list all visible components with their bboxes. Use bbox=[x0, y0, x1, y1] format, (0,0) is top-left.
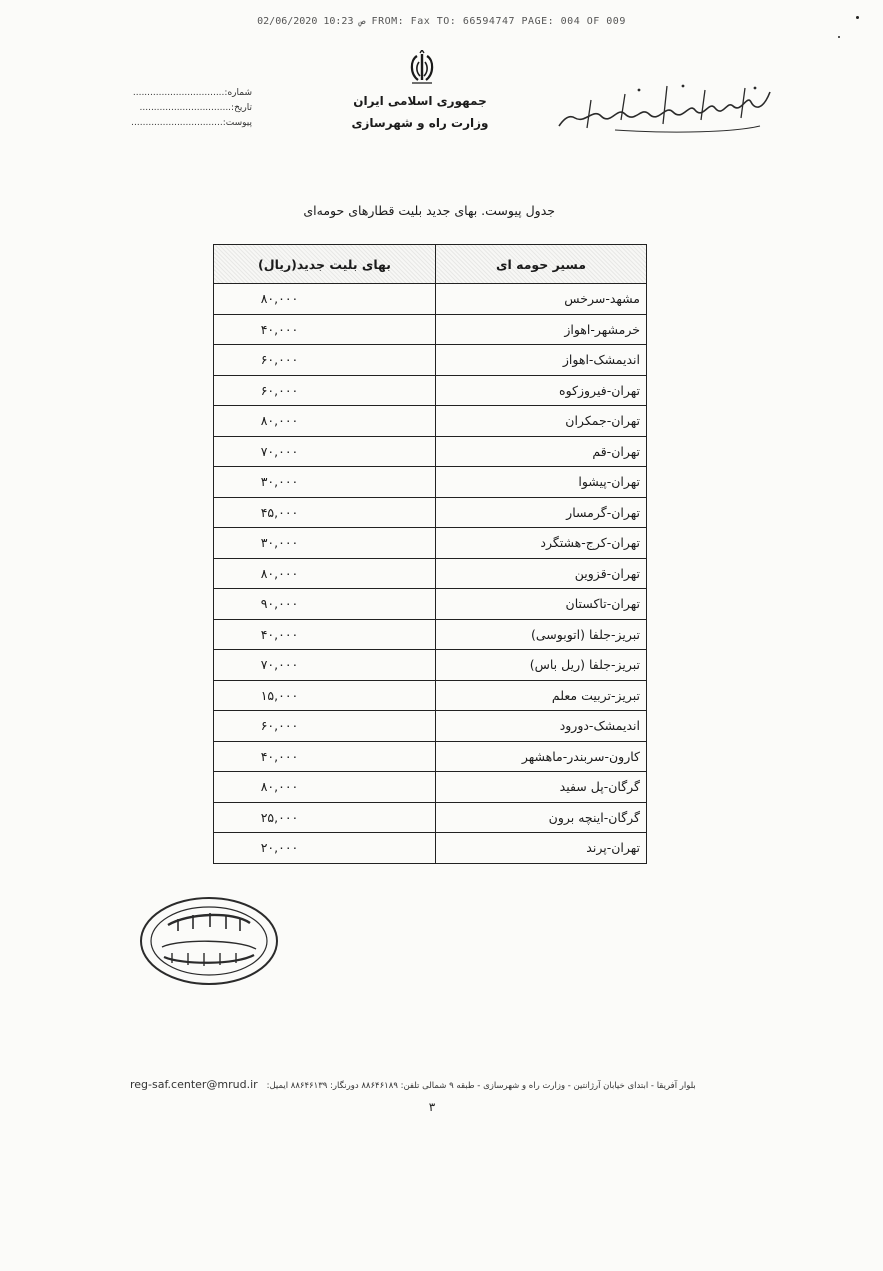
table-row bbox=[214, 314, 647, 345]
meta-number-blank: ................................ bbox=[132, 88, 225, 98]
table-row bbox=[214, 497, 647, 528]
ticket-price-cell: ۸۰,۰۰۰ bbox=[214, 406, 436, 437]
table-row bbox=[214, 802, 647, 833]
ticket-price-cell: ۴۰,۰۰۰ bbox=[214, 741, 436, 772]
route-name-cell: تهران-قزوین bbox=[436, 558, 647, 589]
table-row bbox=[214, 406, 647, 437]
route-name-cell: تهران-گرمسار bbox=[436, 497, 647, 528]
letterhead-line-1: جمهوری اسلامی ایران bbox=[353, 94, 487, 108]
letterhead-government bbox=[340, 90, 500, 134]
meta-number-label: شماره: bbox=[224, 88, 252, 98]
ticket-price-cell: ۴۰,۰۰۰ bbox=[214, 314, 436, 345]
ticket-price-cell: ۹۰,۰۰۰ bbox=[214, 589, 436, 620]
route-name-cell: گرگان-پل سفید bbox=[436, 772, 647, 803]
footer-email-link[interactable]: reg-saf.center@mrud.ir bbox=[130, 1078, 258, 1091]
ticket-price-cell: ۷۰,۰۰۰ bbox=[214, 436, 436, 467]
letter-footer bbox=[130, 1078, 750, 1091]
table-row bbox=[214, 375, 647, 406]
ticket-price-cell: ۱۵,۰۰۰ bbox=[214, 680, 436, 711]
table-row bbox=[214, 619, 647, 650]
ministry-stamp bbox=[138, 895, 280, 987]
meta-number-row bbox=[132, 86, 252, 101]
table-row bbox=[214, 436, 647, 467]
table-row bbox=[214, 741, 647, 772]
route-name-cell: تبریز-جلفا (اتوبوسی) bbox=[436, 619, 647, 650]
footer-address: بلوار آفریقا - ابتدای خیابان آرژانتین - وزارت راه و شهرسازی - طبقه ۹ شمالی تلفن: ۸۸۶۴۶۱۸۹ دورنگار: ۸۸۶۴۶۱۳۹ ایمیل: bbox=[266, 1081, 696, 1091]
route-name-cell: تهران-کرج-هشتگرد bbox=[436, 528, 647, 559]
route-name-cell: اندیمشک-اهواز bbox=[436, 345, 647, 376]
council-calligraphy-logo bbox=[555, 80, 780, 140]
letter-meta-fields bbox=[132, 86, 252, 131]
letterhead-line-2: وزارت راه و شهرسازی bbox=[351, 116, 489, 130]
table-row bbox=[214, 772, 647, 803]
table-row bbox=[214, 589, 647, 620]
ticket-price-cell: ۲۵,۰۰۰ bbox=[214, 802, 436, 833]
ticket-price-cell: ۳۰,۰۰۰ bbox=[214, 528, 436, 559]
ticket-price-cell: ۶۰,۰۰۰ bbox=[214, 375, 436, 406]
ticket-price-cell: ۲۰,۰۰۰ bbox=[214, 833, 436, 864]
table-header-row bbox=[214, 245, 647, 284]
iran-emblem-icon bbox=[404, 50, 440, 88]
table-row bbox=[214, 680, 647, 711]
suburban-train-fares-table bbox=[213, 244, 647, 864]
scan-speck bbox=[856, 16, 859, 19]
ticket-price-cell: ۳۰,۰۰۰ bbox=[214, 467, 436, 498]
route-name-cell: تبریز-تربیت معلم bbox=[436, 680, 647, 711]
table-row bbox=[214, 284, 647, 315]
scan-speck bbox=[838, 36, 840, 38]
table-caption: جدول پیوست. بهای جدید بلیت قطارهای حومه‌ای bbox=[303, 203, 555, 218]
route-name-cell: گرگان-اینچه برون bbox=[436, 802, 647, 833]
route-name-cell: تهران-جمکران bbox=[436, 406, 647, 437]
header-suburban-route: مسیر حومه ای bbox=[436, 245, 647, 284]
header-new-ticket-price: بهای بلیت جدید(ریال) bbox=[214, 245, 436, 284]
ticket-price-cell: ۸۰,۰۰۰ bbox=[214, 772, 436, 803]
meta-attachment-blank: ................................ bbox=[131, 118, 223, 128]
meta-date-label: تاریخ: bbox=[231, 103, 252, 113]
table-row bbox=[214, 833, 647, 864]
meta-date-blank: ................................ bbox=[139, 103, 232, 113]
route-name-cell: اندیمشک-دورود bbox=[436, 711, 647, 742]
page-number: ۳ bbox=[428, 1100, 436, 1114]
route-name-cell: کارون-سربندر-ماهشهر bbox=[436, 741, 647, 772]
ticket-price-cell: ۴۰,۰۰۰ bbox=[214, 619, 436, 650]
ticket-price-cell: ۸۰,۰۰۰ bbox=[214, 284, 436, 315]
ticket-price-cell: ۸۰,۰۰۰ bbox=[214, 558, 436, 589]
table-row bbox=[214, 711, 647, 742]
ticket-price-cell: ۴۵,۰۰۰ bbox=[214, 497, 436, 528]
route-name-cell: تهران-فیروزکوه bbox=[436, 375, 647, 406]
route-name-cell: تهران-تاکستان bbox=[436, 589, 647, 620]
route-name-cell: خرمشهر-اهواز bbox=[436, 314, 647, 345]
table-row bbox=[214, 345, 647, 376]
route-name-cell: تهران-قم bbox=[436, 436, 647, 467]
meta-date-row bbox=[132, 101, 252, 116]
fax-transmission-header: 02/06/2020 ص 10:23 FROM: Fax TO: 66594747 PAGE: 004 OF 009 bbox=[257, 16, 626, 27]
ticket-price-cell: ۶۰,۰۰۰ bbox=[214, 711, 436, 742]
table-row bbox=[214, 528, 647, 559]
table-row bbox=[214, 558, 647, 589]
ticket-price-cell: ۶۰,۰۰۰ bbox=[214, 345, 436, 376]
route-name-cell: تبریز-جلفا (ریل باس) bbox=[436, 650, 647, 681]
route-name-cell: تهران-پرند bbox=[436, 833, 647, 864]
table-row bbox=[214, 467, 647, 498]
meta-attachment-row bbox=[132, 116, 252, 131]
table-row bbox=[214, 650, 647, 681]
ticket-price-cell: ۷۰,۰۰۰ bbox=[214, 650, 436, 681]
meta-attachment-label: پیوست: bbox=[222, 118, 252, 128]
route-name-cell: مشهد-سرخس bbox=[436, 284, 647, 315]
route-name-cell: تهران-پیشوا bbox=[436, 467, 647, 498]
